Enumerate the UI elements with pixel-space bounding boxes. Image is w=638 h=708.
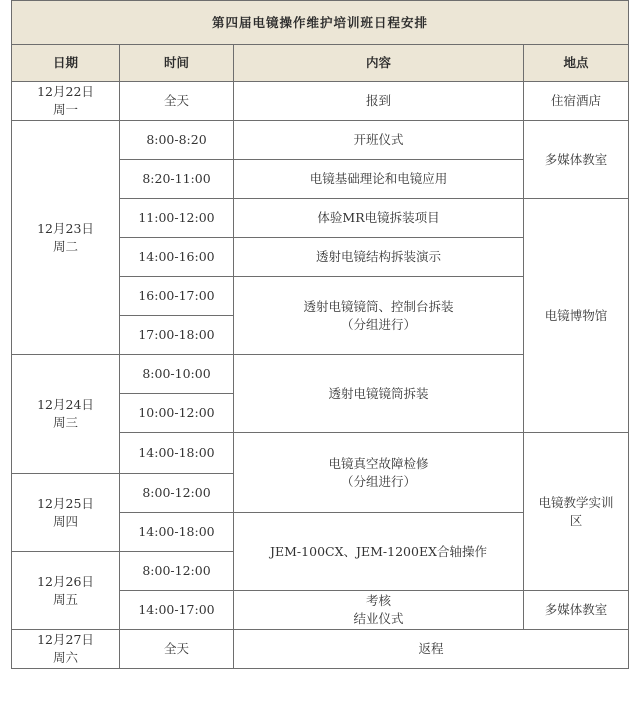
time-cell: 8:20-11:00 [120, 160, 234, 199]
content-line: （分组进行） [340, 316, 416, 332]
date-day: 12月24日 [37, 397, 94, 412]
time-cell: 8:00-8:20 [120, 121, 234, 160]
date-weekday: 周四 [52, 513, 78, 529]
time-cell: 8:00-12:00 [120, 552, 234, 591]
content-cell: 开班仪式 [234, 121, 524, 160]
time-cell: 8:00-10:00 [120, 355, 234, 394]
location-cell: 多媒体教室 [524, 591, 629, 630]
content-cell: 体验MR电镜拆装项目 [234, 199, 524, 238]
time-cell: 10:00-12:00 [120, 394, 234, 433]
content-line: 透射电镜镜筒、控制台拆装 [303, 298, 454, 314]
date-day: 12月26日 [37, 573, 94, 589]
content-cell: 电镜基础理论和电镜应用 [234, 160, 524, 199]
date-weekday: 周六 [52, 650, 78, 665]
time-cell: 14:00-18:00 [120, 433, 234, 474]
header-date: 日期 [12, 45, 120, 82]
content-cell: 透射电镜结构拆装演示 [234, 238, 524, 277]
time-cell: 全天 [120, 82, 234, 121]
date-cell [12, 474, 120, 552]
location-cell: 电镜博物馆 [524, 199, 629, 433]
time-cell: 16:00-17:00 [120, 277, 234, 316]
location-cell: 住宿酒店 [524, 82, 629, 121]
date-cell [12, 82, 120, 121]
content-cell: JEM-100CX、JEM-1200EX合轴操作 [234, 513, 524, 591]
date-weekday: 周二 [52, 238, 78, 254]
header-location: 地点 [524, 45, 629, 82]
date-weekday: 周一 [52, 102, 78, 117]
table-title: 第四届电镜操作维护培训班日程安排 [12, 1, 629, 45]
header-content: 内容 [234, 45, 524, 82]
date-cell [12, 121, 120, 355]
location-line: 区 [569, 512, 583, 528]
content-cell [234, 433, 524, 513]
location-cell [524, 433, 629, 591]
date-day: 12月23日 [37, 220, 94, 236]
location-cell: 多媒体教室 [524, 121, 629, 199]
time-cell: 11:00-12:00 [120, 199, 234, 238]
content-line: （分组进行） [340, 473, 416, 489]
time-cell: 17:00-18:00 [120, 316, 234, 355]
date-day: 12月25日 [37, 495, 94, 511]
schedule-table [11, 0, 629, 669]
content-line: 结业仪式 [353, 611, 404, 626]
content-cell: 返程 [234, 630, 629, 669]
content-cell [234, 277, 524, 355]
date-day: 12月22日 [37, 84, 94, 99]
date-cell [12, 355, 120, 474]
date-weekday: 周三 [52, 415, 78, 430]
time-cell: 14:00-18:00 [120, 513, 234, 552]
time-cell: 全天 [120, 630, 234, 669]
content-cell: 透射电镜镜筒拆装 [234, 355, 524, 433]
location-line: 电镜教学实训 [538, 494, 614, 510]
time-cell: 14:00-16:00 [120, 238, 234, 277]
date-cell [12, 630, 120, 669]
content-cell: 报到 [234, 82, 524, 121]
content-line: 考核 [365, 593, 391, 608]
date-day: 12月27日 [37, 632, 94, 647]
content-line: 电镜真空故障检修 [328, 455, 429, 471]
time-cell: 8:00-12:00 [120, 474, 234, 513]
content-cell [234, 591, 524, 630]
header-time: 时间 [120, 45, 234, 82]
time-cell: 14:00-17:00 [120, 591, 234, 630]
date-cell [12, 552, 120, 630]
date-weekday: 周五 [52, 591, 78, 607]
